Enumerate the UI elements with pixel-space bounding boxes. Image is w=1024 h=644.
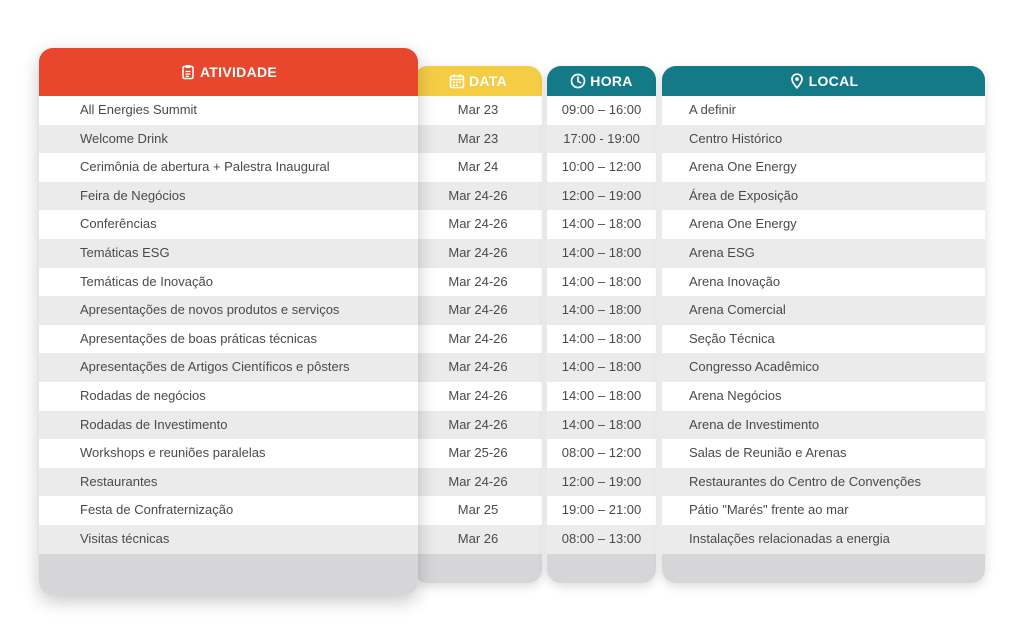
activity-cell: Cerimônia de abertura + Palestra Inaugural — [39, 153, 418, 182]
activity-cell: Festa de Confraternização — [39, 496, 418, 525]
local-header — [662, 66, 985, 96]
time-cell: 14:00 – 18:00 — [547, 353, 656, 382]
time-cell: 08:00 – 13:00 — [547, 525, 656, 554]
date-cell: Mar 26 — [414, 525, 542, 554]
location-cell: Salas de Reunião e Arenas — [662, 439, 985, 468]
location-cell: Arena One Energy — [662, 153, 985, 182]
date-cell: Mar 23 — [414, 125, 542, 154]
date-cell: Mar 24-26 — [414, 239, 542, 268]
location-cell: Restaurantes do Centro de Convenções — [662, 468, 985, 497]
local-header-label: LOCAL — [808, 73, 859, 89]
location-cell: Arena Negócios — [662, 382, 985, 411]
date-cell: Mar 24-26 — [414, 210, 542, 239]
activity-cell: Rodadas de negócios — [39, 382, 418, 411]
location-cell: Arena de Investimento — [662, 411, 985, 440]
activity-cell: All Energies Summit — [39, 96, 418, 125]
activity-cell: Temáticas de Inovação — [39, 268, 418, 297]
location-cell: Congresso Acadêmico — [662, 353, 985, 382]
date-cell: Mar 24-26 — [414, 382, 542, 411]
hora-header-label: HORA — [590, 73, 633, 89]
time-cell: 14:00 – 18:00 — [547, 411, 656, 440]
location-cell: Arena One Energy — [662, 210, 985, 239]
activity-cell: Feira de Negócios — [39, 182, 418, 211]
date-cell: Mar 24-26 — [414, 353, 542, 382]
location-cell: Arena Comercial — [662, 296, 985, 325]
date-cell: Mar 24-26 — [414, 296, 542, 325]
time-cell: 12:00 – 19:00 — [547, 182, 656, 211]
hora-column — [547, 66, 656, 583]
clock-icon — [570, 73, 586, 89]
location-cell: Seção Técnica — [662, 325, 985, 354]
date-cell: Mar 25-26 — [414, 439, 542, 468]
time-cell: 09:00 – 16:00 — [547, 96, 656, 125]
location-cell: A definir — [662, 96, 985, 125]
data-rows — [414, 96, 542, 554]
activity-cell: Restaurantes — [39, 468, 418, 497]
location-cell: Instalações relacionadas a energia — [662, 525, 985, 554]
atividade-column — [39, 48, 418, 595]
atividade-header — [39, 48, 418, 96]
date-cell: Mar 25 — [414, 496, 542, 525]
hora-rows — [547, 96, 656, 554]
date-cell: Mar 23 — [414, 96, 542, 125]
data-header — [414, 66, 542, 96]
data-header-label: DATA — [468, 73, 507, 89]
activity-cell: Workshops e reuniões paralelas — [39, 439, 418, 468]
activity-cell: Welcome Drink — [39, 125, 418, 154]
time-cell: 08:00 – 12:00 — [547, 439, 656, 468]
date-cell: Mar 24-26 — [414, 411, 542, 440]
activity-cell: Temáticas ESG — [39, 239, 418, 268]
activity-cell: Apresentações de boas práticas técnicas — [39, 325, 418, 354]
time-cell: 14:00 – 18:00 — [547, 325, 656, 354]
clipboard-icon — [180, 64, 196, 80]
time-cell: 14:00 – 18:00 — [547, 382, 656, 411]
activity-cell: Conferências — [39, 210, 418, 239]
location-pin-icon — [789, 73, 805, 89]
date-cell: Mar 24-26 — [414, 268, 542, 297]
location-cell: Centro Histórico — [662, 125, 985, 154]
time-cell: 17:00 - 19:00 — [547, 125, 656, 154]
activity-cell: Apresentações de novos produtos e serviços — [39, 296, 418, 325]
date-cell: Mar 24-26 — [414, 468, 542, 497]
location-cell: Área de Exposição — [662, 182, 985, 211]
local-rows — [662, 96, 985, 554]
activity-cell: Apresentações de Artigos Científicos e pôsters — [39, 353, 418, 382]
calendar-icon — [449, 73, 465, 89]
hora-header — [547, 66, 656, 96]
activity-cell: Rodadas de Investimento — [39, 411, 418, 440]
location-cell: Pátio "Marés" frente ao mar — [662, 496, 985, 525]
time-cell: 19:00 – 21:00 — [547, 496, 656, 525]
date-cell: Mar 24 — [414, 153, 542, 182]
location-cell: Arena Inovação — [662, 268, 985, 297]
time-cell: 14:00 – 18:00 — [547, 210, 656, 239]
atividade-rows — [39, 96, 418, 554]
time-cell: 14:00 – 18:00 — [547, 296, 656, 325]
location-cell: Arena ESG — [662, 239, 985, 268]
date-cell: Mar 24-26 — [414, 182, 542, 211]
activity-cell: Visitas técnicas — [39, 525, 418, 554]
time-cell: 14:00 – 18:00 — [547, 268, 656, 297]
atividade-header-label: ATIVIDADE — [199, 64, 278, 80]
data-column — [414, 66, 542, 583]
local-column — [662, 66, 985, 583]
time-cell: 14:00 – 18:00 — [547, 239, 656, 268]
time-cell: 12:00 – 19:00 — [547, 468, 656, 497]
date-cell: Mar 24-26 — [414, 325, 542, 354]
time-cell: 10:00 – 12:00 — [547, 153, 656, 182]
